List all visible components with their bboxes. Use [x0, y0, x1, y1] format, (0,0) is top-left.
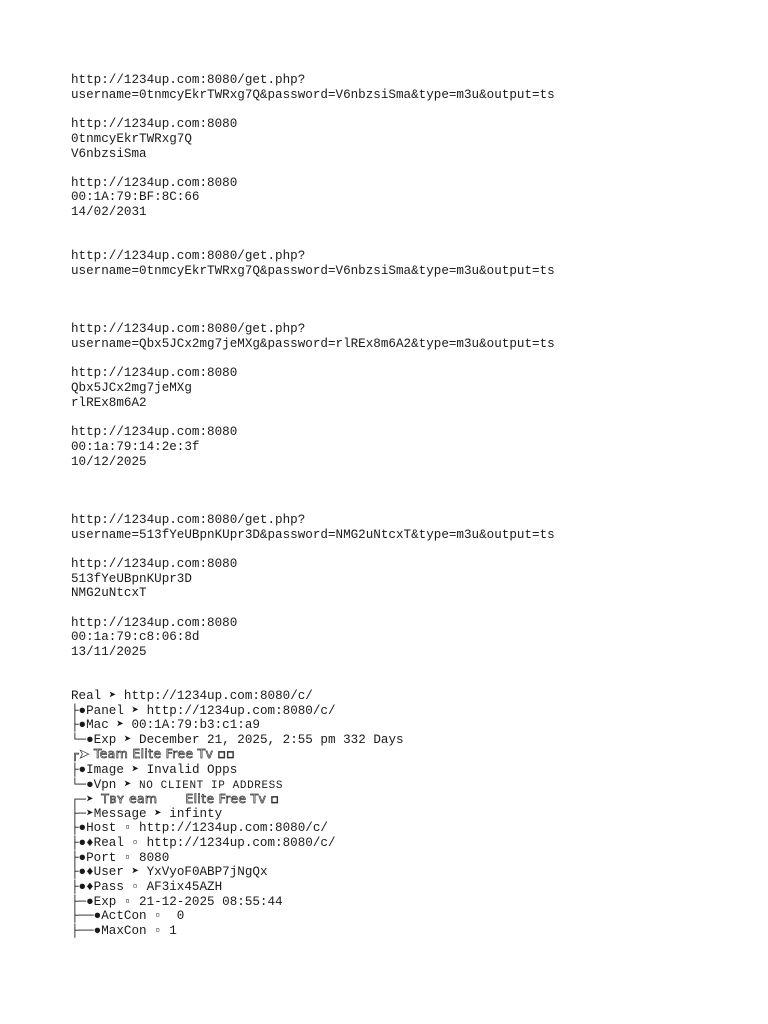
expiry-date: 10/12/2025	[71, 455, 147, 469]
tree-exp: └─●Exp ➤ December 21, 2025, 2:55 pm 332 Days	[71, 733, 404, 747]
m3u-url-line2: username=Qbx5JCx2mg7jeMXg&password=rlREx8m6A2&type=m3u&output=ts	[71, 337, 555, 351]
tree-team2-a: Tʙʏ eam	[101, 791, 158, 806]
tree-exp-2: ├─●Exp ▫ 21-12-2025 08:55:44	[71, 895, 283, 909]
host-url: http://1234up.com:8080	[71, 117, 238, 131]
m3u-url-line2-repeat: username=0tnmcyEkrTWRxg7Q&password=V6nbzsiSma&type=m3u&output=ts	[71, 264, 555, 278]
expiry-date: 14/02/2031	[71, 205, 147, 219]
expiry-date: 13/11/2025	[71, 645, 147, 659]
username: 0tnmcyEkrTWRxg7Q	[71, 132, 192, 146]
password: NMG2uNtcxT	[71, 586, 147, 600]
host-url: http://1234up.com:8080	[71, 366, 238, 380]
mac-address: 00:1a:79:c8:06:8d	[71, 630, 200, 644]
portal-url: http://1234up.com:8080	[71, 176, 238, 190]
tree-vpn-value: NO CLIENT IP ADDRESS	[139, 780, 284, 792]
tree-message: ├─➤Message ➤ infinty	[71, 807, 223, 821]
tree-team-heading: ┌➤ Team Elite Free Tv ▫▫	[71, 746, 236, 761]
m3u-url-line2: username=513fYeUBpnKUpr3D&password=NMG2uNtcxT&type=m3u&output=ts	[71, 528, 555, 542]
username: Qbx5JCx2mg7jeMXg	[71, 381, 192, 395]
host-url: http://1234up.com:8080	[71, 557, 238, 571]
portal-url: http://1234up.com:8080	[71, 425, 238, 439]
m3u-url-line1: http://1234up.com:8080/get.php?	[71, 322, 306, 336]
tree-host: ├●Host ▫ http://1234up.com:8080/c/	[71, 821, 328, 835]
m3u-url-line1-repeat: http://1234up.com:8080/get.php?	[71, 249, 306, 263]
mac-address: 00:1A:79:BF:8C:66	[71, 190, 200, 204]
tree-real: Real ➤ http://1234up.com:8080/c/	[71, 689, 313, 703]
tree-maxcon: ├──●MaxCon ▫ 1	[71, 924, 177, 938]
password: V6nbzsiSma	[71, 147, 147, 161]
tree-actcon: ├──●ActCon ▫ 0	[71, 909, 185, 923]
tree-panel: ├●Panel ➤ http://1234up.com:8080/c/	[71, 704, 336, 718]
m3u-url-line1: http://1234up.com:8080/get.php?	[71, 513, 306, 527]
m3u-url-line2: username=0tnmcyEkrTWRxg7Q&password=V6nbzsiSma&type=m3u&output=ts	[71, 88, 555, 102]
tree-vpn-label: └─●Vpn ➤	[71, 778, 140, 792]
tree-port: ├●Port ▫ 8080	[71, 851, 170, 865]
username: 513fYeUBpnKUpr3D	[71, 572, 192, 586]
mac-address: 00:1a:79:14:2e:3f	[71, 440, 200, 454]
portal-url: http://1234up.com:8080	[71, 616, 238, 630]
tree-pass: ├●♦Pass ▫ AF3ix45AZH	[71, 880, 223, 894]
m3u-url-line1: http://1234up.com:8080/get.php?	[71, 73, 306, 87]
tree-image: ├●Image ➤ Invalid Opps	[71, 763, 238, 777]
tree-team-heading-2	[71, 792, 279, 807]
tree-team2-prefix: ┌─➤	[71, 793, 102, 807]
tree-mac: ├●Mac ➤ 00:1A:79:b3:c1:a9	[71, 718, 260, 732]
tree-user: ├●♦User ➤ YxVyoF0ABP7jNgQx	[71, 865, 268, 879]
tree-real-2: ├●♦Real ▫ http://1234up.com:8080/c/	[71, 836, 336, 850]
password: rlREx8m6A2	[71, 396, 147, 410]
tree-team2-b: Elite Free Tv ▫	[185, 791, 280, 806]
